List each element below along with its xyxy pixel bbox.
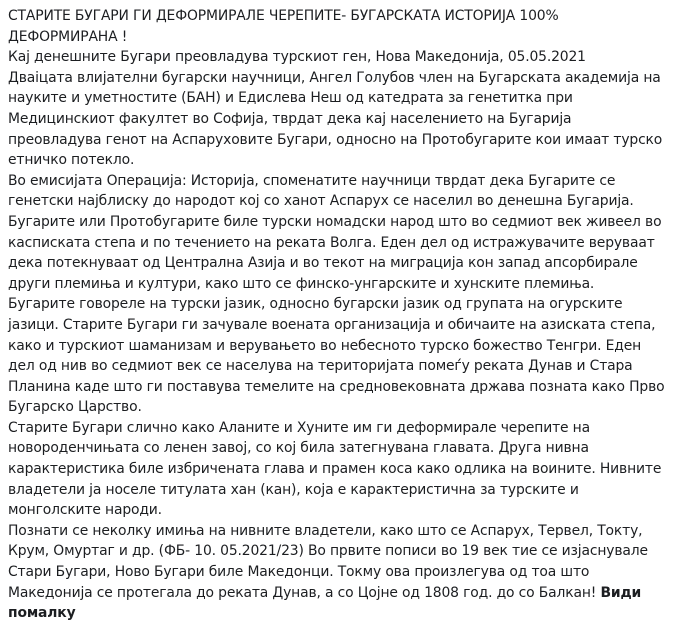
post-paragraph: Старите Бугари слично како Аланите и Хуните им ги деформирале черепите на новороденчињата со ленен завој, со кој била затегнувана главата. Друга нивна карактеристика биле избричената глава и прамен коса како одлика на воините. Нивните владетели ја носеле титулата хан (кан), која е карактеристична за турските и монголските народи.: [8, 419, 662, 519]
post-paragraph: Кај денешните Бугари преовладува турскиот ген, Нова Македонија, 05.05.2021: [8, 49, 586, 66]
post-paragraph-last: [8, 521, 668, 624]
post-paragraph-text: Познати се неколку имиња на нивните владетели, како што се Аспарух, Тервел, Токту, Крум, Омуртаг и др. (ФБ- 10. 05.2021/23) Во првите пописи во 19 век тие се изјаснувале Стари Бугари, Ново Бугари биле Македонци. Токму ова произлегува од тоа што Македонија се протегала до реката Дунав, а со Цојне од 1808 год. до со Балкан!: [8, 522, 648, 601]
post-text: [8, 6, 668, 624]
see-less-link[interactable]: Види помалку: [8, 584, 642, 622]
post-paragraph: Во емисијата Операција: Историја, споменатите научници тврдат дека Бугарите се генетски најблиску до народот кој со ханот Аспарух се населил во денешна Бугарија.: [8, 172, 634, 210]
post-paragraph: Бугарите или Протобугарите биле турски номадски народ што во седмиот век живеел во касписката степа и по течението на реката Волга. Еден дел од истражувачите веруваат дека потекнуваат од Централна Азија и во текот на миграција кон запад апсорбирале други племиња и култури, како што се финско-унгарските и хунските племиња.: [8, 213, 662, 292]
post-paragraph: Дваіцата влијателни бугарски научници, Ангел Голубов член на Бугарската академија на науките и уметностите (БАН) и Едислева Неш од катедрата за генетитка при Медицинскиот факултет во Софија, тврдат дека кај населението на Бугарија преовладува генот на Аспаруховите Бугари, односно на Протобугарите кои имаат турско етничко потекло.: [8, 69, 663, 169]
post-title: СТАРИТЕ БУГАРИ ГИ ДЕФОРМИРАЛЕ ЧЕРЕПИТЕ- БУГАРСКАТА ИСТОРИЈА 100% ДЕФОРМИРАНА !: [8, 8, 559, 45]
post-paragraph: Бугарите говореле на турски јазик, односно бугарски јазик од групата на огурските јазици. Старите Бугари ги зачувале воената организација и обичаите на азиската степа, како и турскиот шаманизам и верувањето во небесното турско божество Тенгри. Еден дел од нив во седмиот век се населува на територијата помеѓу реката Дунав и Стара Планина каде што ги поставува темелите на средновековната држава позната како Прво Бугарско Царство.: [8, 296, 665, 416]
